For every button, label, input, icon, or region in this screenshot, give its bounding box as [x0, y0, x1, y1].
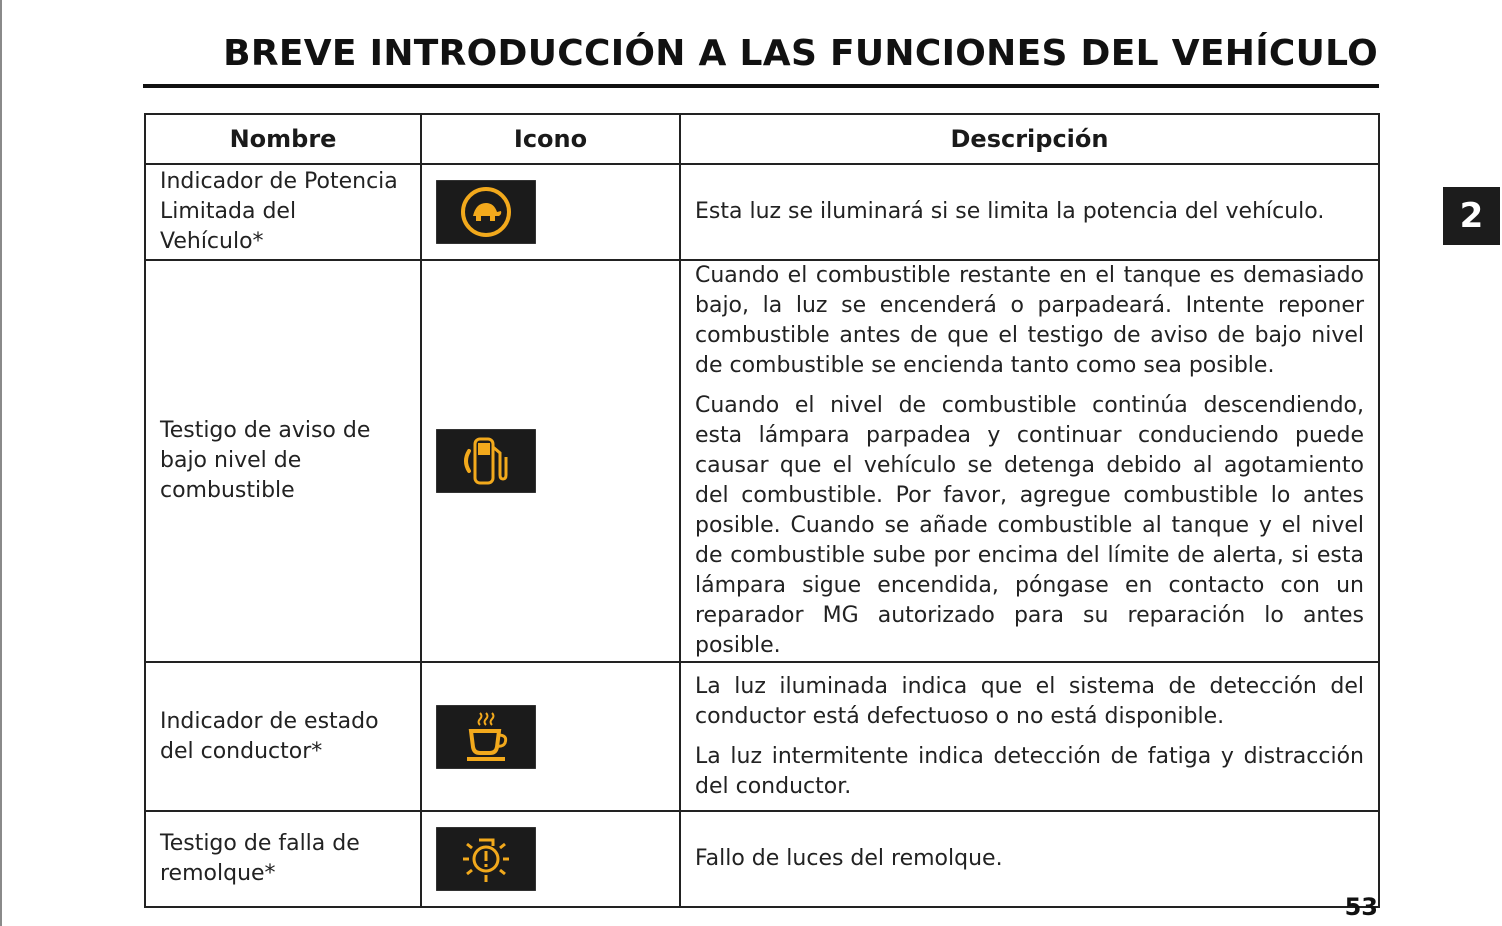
header-name: Nombre — [145, 114, 421, 164]
row-name: Indicador de estado del conductor* — [145, 662, 421, 811]
table-row — [145, 164, 1379, 260]
turtle-power-limit-icon — [436, 180, 536, 244]
row-icon-cell — [421, 260, 680, 662]
row-name: Testigo de aviso de bajo nivel de combustible — [145, 260, 421, 662]
chapter-tab: 2 — [1443, 187, 1500, 245]
description-paragraph: Fallo de luces del remolque. — [695, 846, 1003, 871]
table-header-row — [145, 114, 1379, 164]
low-fuel-icon — [436, 429, 536, 493]
description-paragraph: Cuando el combustible restante en el tanque es demasiado bajo, la luz se encenderá o parpadeará. Intente reponer combustible antes de que el testigo de aviso de bajo nivel de combustible se encienda tanto como sea posible. — [695, 263, 1364, 378]
row-icon-cell — [421, 662, 680, 811]
row-icon-cell — [421, 164, 680, 260]
trailer-light-fault-icon — [436, 827, 536, 891]
indicator-table — [144, 113, 1380, 908]
row-description — [680, 260, 1379, 662]
header-description: Descripción — [680, 114, 1379, 164]
page-edge — [0, 0, 2, 926]
table-row — [145, 662, 1379, 811]
title-underline — [143, 84, 1379, 88]
row-description — [680, 164, 1379, 260]
table-row — [145, 260, 1379, 662]
header-icon: Icono — [421, 114, 680, 164]
row-name: Testigo de falla de remolque* — [145, 811, 421, 907]
description-paragraph: La luz intermitente indica detección de fatiga y distracción del conductor. — [695, 743, 1364, 799]
row-name: Indicador de Potencia Limitada del Vehículo* — [145, 164, 421, 260]
page-number: 53 — [1344, 893, 1378, 921]
table-row — [145, 811, 1379, 907]
description-paragraph: La luz iluminada indica que el sistema de detección del conductor está defectuoso o no está disponible. — [695, 673, 1364, 729]
description-paragraph: Cuando el nivel de combustible continúa descendiendo, esta lámpara parpadea y continuar conduciendo puede causar que el vehículo se detenga debido al agotamiento del combustible. Por favor, agregue combustible lo antes posible. Cuando se añade combustible al tanque y el nivel de combustible sube por encima del límite de alerta, si esta lámpara sigue encendida, póngase en contacto con un reparador MG autorizado para su reparación lo antes posible. — [695, 393, 1364, 658]
row-description — [680, 662, 1379, 811]
page-title: BREVE INTRODUCCIÓN A LAS FUNCIONES DEL VEHÍCULO — [223, 33, 1378, 74]
row-icon-cell — [421, 811, 680, 907]
row-description — [680, 811, 1379, 907]
description-paragraph: Esta luz se iluminará si se limita la potencia del vehículo. — [695, 199, 1325, 224]
coffee-cup-icon — [436, 705, 536, 769]
